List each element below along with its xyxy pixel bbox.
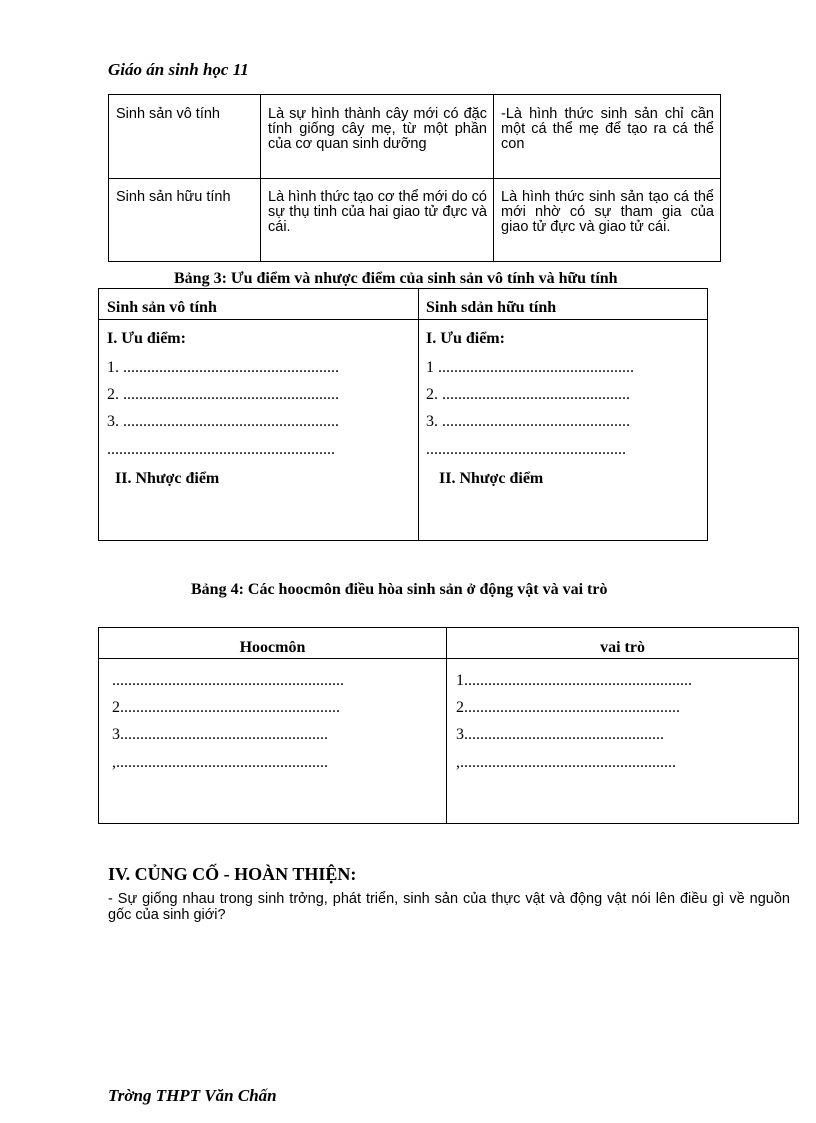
blank-line: ,..................................................... (112, 754, 328, 771)
column-header: Hoocmôn (239, 639, 306, 656)
table-row (109, 179, 721, 262)
blank-line: 2....................................................... (112, 699, 340, 716)
blank-line: .................................................. (426, 441, 626, 458)
row-name-cell: Sinh sản hữu tính (109, 179, 261, 262)
disadvantages-title: II. Nhược điểm (439, 470, 544, 487)
blank-line: 2. ...................................................... (107, 386, 339, 403)
section-title: IV. CỦNG CỐ - HOÀN THIỆN: (108, 864, 357, 884)
asexual-column (99, 289, 418, 540)
hormone-column (99, 628, 446, 823)
definition-cell: Là hình thức tạo cơ thể mới do có sự thụ tinh của hai giao tử đực và cái. (261, 179, 494, 262)
blank-line: 3.................................................. (456, 726, 664, 743)
advantages-title: I. Ưu điểm: (426, 330, 505, 347)
blank-line: .......................................................... (112, 672, 344, 689)
advantages-title: I. Ưu điểm: (107, 330, 186, 347)
note-cell: -Là hình thức sinh sản chỉ cần một cá thể mẹ để tạo ra cá thể con (494, 95, 721, 179)
row-name-cell: Sinh sản vô tính (109, 95, 261, 179)
blank-line: 2. ............................................... (426, 386, 630, 403)
question-text: - Sự giống nhau trong sinh trởng, phát triển, sinh sản của thực vật và động vật nói lên điều gì về nguồn gốc của sinh giới? (108, 891, 790, 923)
blank-line: 1 ................................................. (426, 359, 634, 376)
disadvantages-title: II. Nhược điểm (115, 470, 220, 487)
column-header: Sinh sdản hữu tính (426, 299, 557, 316)
blank-line: 3. ............................................... (426, 413, 630, 430)
definition-cell: Là sự hình thành cây mới có đặc tính giống cây mẹ, từ một phần của cơ quan sinh dưỡng (261, 95, 494, 179)
blank-line: ,...................................................... (456, 754, 676, 771)
role-column (447, 628, 798, 823)
comparison-table (108, 94, 721, 262)
table4-caption: Bảng 4: Các hoocmôn điều hòa sinh sản ở động vật và vai trò (191, 581, 608, 598)
blank-line: 1. ...................................................... (107, 359, 339, 376)
advantages-table (98, 288, 708, 541)
table-row (109, 95, 721, 179)
blank-line: 3.................................................... (112, 726, 328, 743)
blank-line: 2...................................................... (456, 699, 680, 716)
blank-line: ......................................................... (107, 441, 335, 458)
sexual-column (419, 289, 707, 540)
note-cell: Là hình thức sinh sản tạo cá thể mới nhờ có sự tham gia của giao tử đực và giao tử cái. (494, 179, 721, 262)
table3-caption: Bảng 3: Ưu điểm và nhược điểm của sinh sản vô tính và hữu tính (174, 270, 618, 287)
blank-line: 3. ...................................................... (107, 413, 339, 430)
blank-line: 1......................................................... (456, 672, 692, 689)
hormone-table (98, 627, 799, 824)
column-header: vai trò (600, 639, 645, 656)
column-header: Sinh sản vô tính (107, 299, 217, 316)
page-header: Giáo án sinh học 11 (108, 60, 249, 79)
page-footer: Trờng THPT Văn Chấn (108, 1086, 277, 1105)
